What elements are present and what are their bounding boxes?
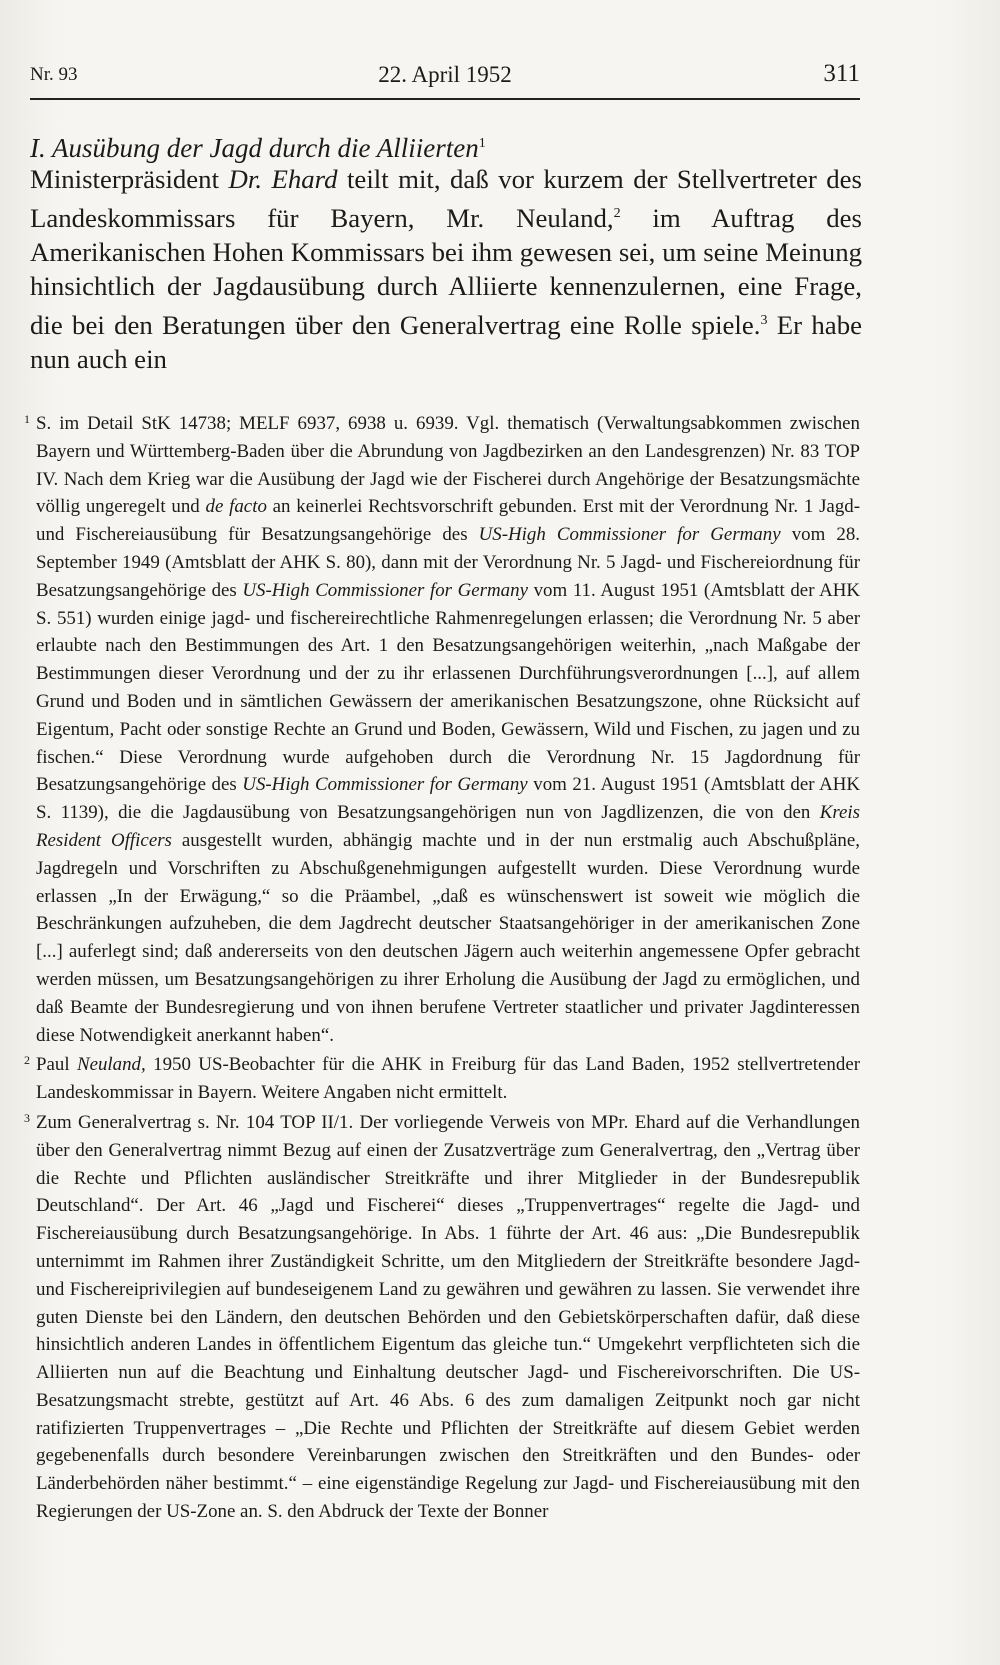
footnote-number: 3: [24, 1110, 30, 1125]
page-number: 311: [823, 60, 860, 87]
page-header: [30, 58, 860, 100]
footnote-italic: de facto: [205, 496, 267, 518]
footnote-ref-2: 2: [613, 205, 621, 221]
footnote-italic: US-High Commissioner for Germany: [242, 579, 528, 601]
document-number: Nr. 93: [30, 64, 78, 85]
footnotes-section: [24, 410, 860, 1526]
section-heading-text: I. Ausübung der Jagd durch die Alliierten: [30, 133, 479, 163]
footnote-ref-3: 3: [760, 312, 768, 328]
section-heading: [30, 128, 860, 164]
body-text-1: Ministerpräsident: [30, 164, 229, 194]
footnote-2: [24, 1051, 860, 1107]
footnote-text: Paul: [36, 1054, 77, 1076]
body-paragraph: [30, 162, 862, 377]
footnote-text: vom 11. August 1951 (Amtsblatt der AHK S. 551) wurden einige jagd- und fischereirechtliche Rahmenregelungen erlassen; die Verordnung Nr. 5 aber erlaubte nach den Bestimmungen des Art. 1 den Besatzungsangehörigen weiterhin, „nach Maßgabe der Bestimmungen dieser Verordnung und der zu ihr erlassenen Durchführungsverordnungen [...], auf allem Grund und Boden und in sämtlichen Gewässern der amerikanischen Besatzungszone, ohne Rücksicht auf Eigentum, Pacht oder sonstige Rechte an Grund und Boden, Gewässern, Wild und Fischen, zu jagen und zu fischen.“ Diese Verordnung wurde aufgehoben durch die Verordnung Nr. 15 Jagdordnung für Besatzungsangehörige des: [36, 579, 860, 796]
footnote-text: vom 21. August 1951 (Amtsblatt der AHK S. 1139), die die Jagdausübung von Besatzungsangehörigen nun von Jagdlizenzen, die von den: [36, 774, 860, 824]
body-text-4: Er habe nun auch ein: [30, 309, 862, 375]
footnote-text: S. im Detail StK 14738; MELF 6937, 6938 u. 6939. Vgl. thematisch (Verwaltungsabkommen zwischen Bayern und Württemberg-Baden über die Abrundung von Jagdbezirken an den Landesgrenzen) Nr. 83 TOP IV. Nach dem Krieg war die Ausübung der Jagd wie der Fischerei durch Angehörige der Besatzungsmächte völlig ungeregelt und: [36, 413, 860, 518]
footnote-text: 1950 US-Beobachter für die AHK in Freiburg für das Land Baden, 1952 stellvertretender Landeskommissar in Bayern. Weitere Angaben nicht ermittelt.: [36, 1054, 860, 1104]
person-name-ehard: Dr. Ehard: [228, 164, 338, 194]
footnote-text: an keinerlei Rechtsvorschrift gebunden. Erst mit der Verordnung Nr. 1 Jagd- und Fischereiausübung für Besatzungsangehörige des: [36, 496, 860, 546]
footnote-3: [24, 1109, 860, 1526]
footnote-number: 2: [24, 1053, 30, 1068]
footnote-text: Zum Generalvertrag s. Nr. 104 TOP II/1. Der vorliegende Verweis von MPr. Ehard auf die Verhandlungen über den Generalvertrag nimmt Bezug auf einen der Zusatzverträge zum Generalvertrag, den „Vertrag über die Rechte und Pflichten ausländischer Streitkräfte und ihrer Mitglieder in der Bundesrepublik Deutschland“. Der Art. 46 „Jagd und Fischerei“ dieses „Truppenvertrages“ regelte die Jagd- und Fischereiausübung durch Besatzungsangehörige. In Abs. 1 führte der Art. 46 aus: „Die Bundesrepublik unternimmt im Rahmen ihrer Zuständigkeit Schritte, um den Mitgliedern der Streitkräfte besondere Jagd- und Fischereiprivilegien auf bundeseigenem Land zu gewähren und gewähren zu lassen. Sie verwendet ihre guten Dienste bei den Ländern, den deutschen Behörden und den Gebietskörperschaften dafür, daß diese hinsichtlich anderen Landes in öffentlichem Eigentum das gleiche tun.“ Umgekehrt verpflichteten sich die Alliierten nun auf die Beachtung und Einhaltung deutscher Jagd- und Fischereivorschriften. Die US-Besatzungsmacht strebte, gestützt auf Art. 46 Abs. 6 des zum damaligen Zeitpunkt noch gar nicht ratifizierten Truppenvertrages – „Die Rechte und Pflichten der Streitkräfte auf diesem Gebiet werden gegebenenfalls durch besondere Vereinbarungen zwischen den Streitkräften und den Bundes- oder Länderbehörden näher bestimmt.“ – eine eigenständige Regelung zur Jagd- und Fischereiausübung mit den Regierungen der US-Zone an. S. den Abdruck der Texte der Bonner: [36, 1111, 860, 1523]
footnote-italic: US-High Commissioner for Germany: [242, 774, 528, 796]
footnote-ref-1: 1: [478, 136, 486, 151]
page-date: 22. April 1952: [378, 62, 512, 87]
footnote-1: [24, 410, 860, 1049]
footnote-text: vom 28. September 1949 (Amtsblatt der AHK S. 80), dann mit der Verordnung Nr. 5 Jagd- und Fischereiordnung für Besatzungsangehörige des: [36, 524, 860, 601]
body-text-3: im Auftrag des Amerikanischen Hohen Kommissars bei ihm gewesen sei, um seine Meinung hinsichtlich der Jagdausübung durch Alliierte kennenzulernen, eine Frage, die bei den Beratungen über den Generalvertrag eine Rolle spiele.: [30, 202, 862, 340]
footnote-text: ausgestellt wurden, abhängig machte und in der nun erstmalig auch Abschußpläne, Jagdregeln und Vorschriften zu Abschußgenehmigungen aufgestellt wurden. Diese Verordnung wurde erlassen „In der Erwägung,“ so die Präambel, „daß es wünschenswert ist soweit wie möglich die Beschränkungen aufzuheben, die dem Jagdrecht deutscher Staatsangehöriger in der amerikanischen Zone [...] auferlegt sind; daß andererseits von den deutschen Jägern auch weiterhin angemessene Opfer gebracht werden müssen, um Besatzungsangehörigen zu ihrer Erholung die Ausübung der Jagd zu ermöglichen, und daß Beamte der Bundesregierung und von ihnen berufene Vertreter staatlicher und privater Jagdinteressen diese Notwendigkeit anerkannt haben“.: [36, 829, 860, 1046]
footnote-italic: US-High Commissioner for Germany: [478, 524, 781, 546]
footnote-italic: Kreis Resident Officers: [36, 802, 860, 851]
body-text-2: teilt mit, daß vor kurzem der Stellvertreter des Landeskommissars für Bayern, Mr. Neuland,: [30, 164, 862, 233]
footnote-italic: Neuland,: [76, 1054, 146, 1076]
footnote-number: 1: [24, 412, 30, 426]
